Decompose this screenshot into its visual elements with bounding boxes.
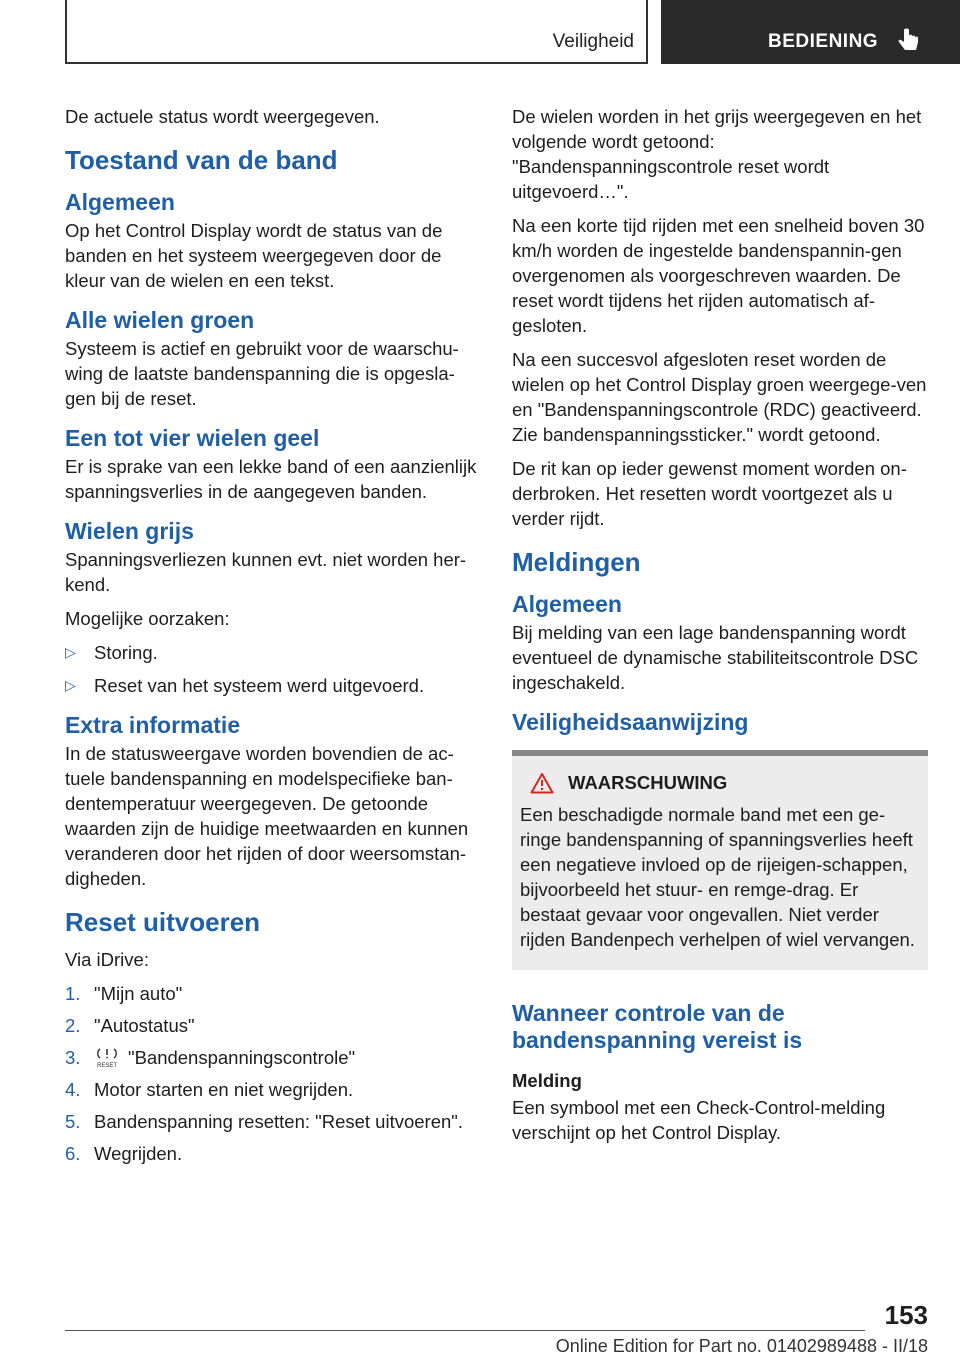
heading-algemeen-2: Algemeen <box>512 591 622 617</box>
left-column <box>65 104 481 1173</box>
warning-triangle-icon <box>530 772 554 794</box>
header-section-tab <box>65 0 648 64</box>
step-list <box>65 981 481 1166</box>
warning-title: WAARSCHUWING <box>568 772 728 793</box>
list-item: ▷ Storing. <box>65 642 158 663</box>
paragraph-extra: In de statusweergave worden bovendien de ac-tuele bandenspanning en modelspecifieke ban-dentemperatuur weergegeven. De getoonde waarden zijn de huidige meetwaarden en kunnen veranderen door het rijden of door weersomstan-digheden. <box>65 743 469 889</box>
paragraph-oorzaken: Mogelijke oorzaken: <box>65 608 230 629</box>
tire-pressure-reset-icon <box>94 1046 120 1068</box>
right-column <box>512 104 928 1154</box>
paragraph-grey-wheels: De wielen worden in het grijs weergegeven en het volgende wordt getoond: "Bandenspanningscontrole reset wordt uitgevoerd…". <box>512 106 922 202</box>
paragraph-groen: Systeem is actief en gebruikt voor de waarschu-wing de laatste bandenspanning die is opgesla-gen bij de reset. <box>65 338 459 409</box>
heading-meldingen: Meldingen <box>512 547 641 577</box>
paragraph-grijs: Spanningsverliezen kunnen evt. niet worden her-kend. <box>65 549 467 595</box>
heading-algemeen: Algemeen <box>65 189 175 215</box>
paragraph-melding: Een symbool met een Check-Control-melding verschijnt op het Control Display. <box>512 1097 886 1143</box>
heading-wanneer: Wanneer controle van de bandenspanning vereist is <box>512 1000 803 1053</box>
warning-box <box>512 750 928 970</box>
cause-list <box>65 640 481 698</box>
heading-toestand: Toestand van de band <box>65 145 338 175</box>
paragraph-geel: Er is sprake van een lekke band of een aanzienlijk spanningsverlies in de aangegeven banden. <box>65 456 477 502</box>
edition-text: Online Edition for Part no. 01402989488 - II/18 <box>555 1336 928 1356</box>
paragraph-idrive: Via iDrive: <box>65 949 149 970</box>
hand-pointer-icon <box>895 27 921 53</box>
page-number: 153 <box>884 1300 928 1330</box>
step-item: 4. Motor starten en niet wegrijden. <box>65 1079 354 1100</box>
heading-extra: Extra informatie <box>65 712 241 738</box>
paragraph-interrupt: De rit kan op ieder gewenst moment worden on-derbroken. Het resetten wordt voortgezet als u verder rijdt. <box>512 458 907 529</box>
heading-melding: Melding <box>512 1070 582 1091</box>
paragraph-dsc: Bij melding van een lage bandenspanning wordt eventueel de dynamische stabiliteitscontrole DSC ingeschakeld. <box>512 622 919 693</box>
heading-reset: Reset uitvoeren <box>65 907 261 937</box>
triangle-bullet-icon: ▷ <box>65 677 76 693</box>
chapter-title: BEDIENING <box>768 31 879 52</box>
step-item: 1. "Mijn auto" <box>65 983 183 1004</box>
paragraph-success: Na een succesvol afgesloten reset worden de wielen op het Control Display groen weergege-ven en "Bandenspanningscontrole (RDC) geactiveerd. Zie bandenspanningssticker." wordt getoond. <box>512 349 927 445</box>
warning-text: Een beschadigde normale band met een ge-ringe bandenspanning of spanningsverlies heeft een negatieve invloed op de rijeigen-schappen, bijvoorbeeld het stuur- en remge-drag. Er bestaat gevaar voor ongevallen. Niet verder rijden Bandenpech verhelpen of wiel vervangen. <box>520 804 915 950</box>
section-title: Veiligheid <box>552 31 634 52</box>
heading-veiligheid: Veiligheidsaanwijzing <box>512 709 749 735</box>
step-item: 3. RESET "Bandenspanningscontrole" <box>65 1047 356 1068</box>
intro-text: De actuele status wordt weergegeven. <box>65 106 380 127</box>
heading-groen: Alle wielen groen <box>65 307 255 333</box>
heading-geel: Een tot vier wielen geel <box>65 425 320 451</box>
heading-grijs: Wielen grijs <box>65 518 194 544</box>
footer-divider <box>65 1330 865 1331</box>
step-item: 5. Bandenspanning resetten: "Reset uitvoeren". <box>65 1111 463 1132</box>
header-chapter-tab <box>661 0 960 64</box>
paragraph-algemeen: Op het Control Display wordt de status van de banden en het systeem weergegeven door de kleur van de wielen en een tekst. <box>65 220 443 291</box>
step-item: 6. Wegrijden. <box>65 1143 183 1164</box>
list-item: ▷ Reset van het systeem werd uitgevoerd. <box>65 675 425 696</box>
svg-text:RESET: RESET <box>96 1063 118 1068</box>
paragraph-drive-speed: Na een korte tijd rijden met een snelheid boven 30 km/h worden de ingestelde bandenspannin-gen overgenomen als voorgeschreven waarden. De reset wordt tijdens het rijden automatisch af-gesloten. <box>512 215 925 336</box>
step-item: 2. "Autostatus" <box>65 1015 195 1036</box>
triangle-bullet-icon: ▷ <box>65 644 76 660</box>
